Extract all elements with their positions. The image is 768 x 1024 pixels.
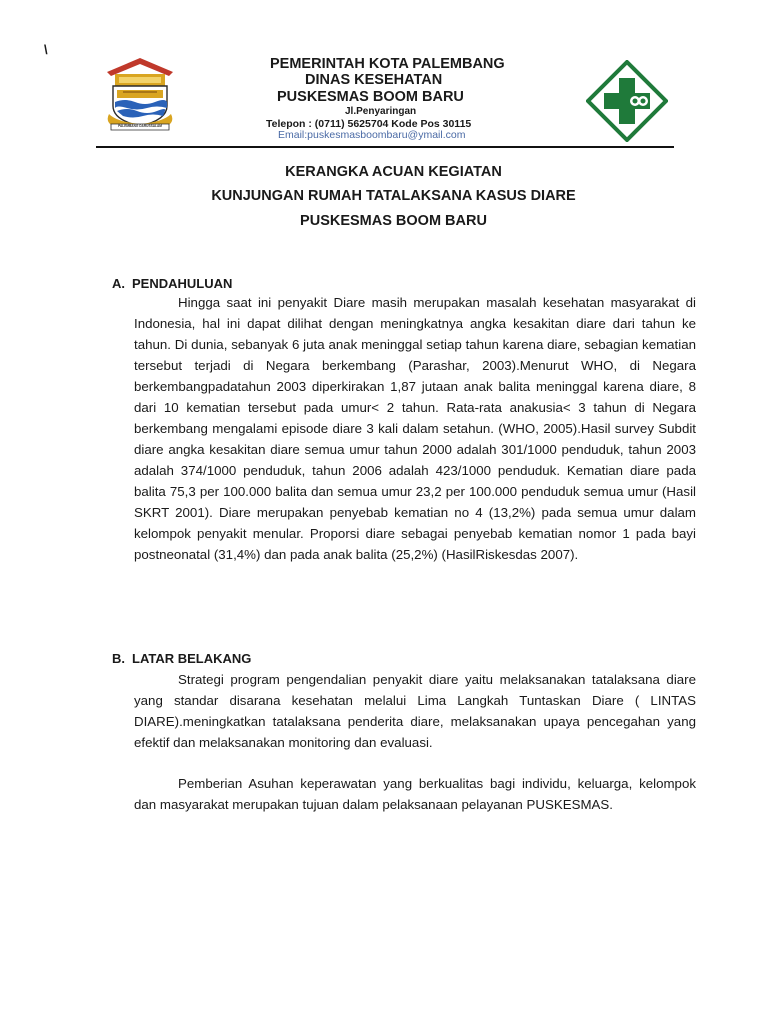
section-a-heading — [112, 276, 232, 291]
header-divider — [96, 146, 674, 148]
corner-mark: \ — [44, 42, 48, 57]
section-b-heading — [112, 651, 251, 666]
section-b-paragraph-1: Strategi program pengendalian penyakit diare yaitu melaksanakan tatalaksana diare yang standar disarana kesehatan melalui Lima Langkah Tuntaskan Diare ( LINTAS DIARE).meningkatkan tatalaksana penderita diare, melaksanakan upaya pencegahan yang efektif dan melaksanakan monitoring dan evaluasi. — [134, 672, 696, 750]
section-title: LATAR BELAKANG — [132, 651, 252, 666]
header-phone: Telepon : (0711) 5625704 Kode Pos 30115 — [266, 118, 472, 130]
header-puskesmas: PUSKESMAS BOOM BARU — [277, 89, 464, 105]
palembang-emblem-icon — [103, 56, 177, 132]
section-a-paragraph: Hingga saat ini penyakit Diare masih merupakan masalah kesehatan masyarakat di Indonesia, hal ini dapat dilihat dengan meningkatnya angka kesakitan diare dari tahun ke tahun. Di dunia, sebanyak 6 juta anak meninggal setiap tahun karena diare, sebagian kematian tersebut terjadi di Negara berkembang (Parashar, 2003).Menurut WHO, di Negara berkembangpadatahun 2003 diperkirakan 1,87 jutaan anak balita meninggal karena diare, 8 dari 10 kematian tersebut pada umur< 2 tahun. Rata-rata anakusia< 3 tahun di Negara berkembang mengalami episode diare 3 kali dalam setahun. (WHO, 2005).Hasil survey Subdit diare angka kesakitan diare semua umur tahun 2000 adalah 301/1000 penduduk, tahun 2003 adalah 374/1000 penduduk, tahun 2006 adalah 423/1000 penduduk. Kematian diare pada balita 75,3 per 100.000 balita dan semua umur 23,2 per 100.000 penduduk semua umur (Hasil SKRT 2001). Diare merupakan penyebab kematian no 4 (13,2%) pada semua umur dalam kelompok penyakit menular. Proporsi diare sebagai penyebab kematian nomor 1 pada bayi postneonatal (31,4%) dan pada anak balita (25,2%) (HasilRiskesdas 2007). — [134, 295, 696, 562]
section-b-paragraph-2: Pemberian Asuhan keperawatan yang berkualitas bagi individu, keluarga, kelompok dan masyarakat merupakan tujuan dalam pelaksanaan pelayanan PUSKESMAS. — [134, 776, 696, 812]
header-address: Jl.Penyaringan — [345, 106, 417, 117]
puskesmas-logo-icon — [586, 60, 668, 142]
header-email: Email:puskesmasboombaru@ymail.com — [278, 129, 466, 141]
header-government: PEMERINTAH KOTA PALEMBANG — [270, 56, 505, 72]
section-letter: B. — [112, 651, 125, 666]
doc-title: KERANGKA ACUAN KEGIATAN — [285, 164, 502, 180]
section-title: PENDAHULUAN — [132, 276, 233, 291]
emblem-caption: PALEMBANG DARUSSALAM — [118, 124, 162, 128]
header-department: DINAS KESEHATAN — [305, 72, 443, 88]
section-letter: A. — [112, 276, 125, 291]
doc-institution: PUSKESMAS BOOM BARU — [300, 213, 487, 229]
doc-subtitle: KUNJUNGAN RUMAH TATALAKSANA KASUS DIARE — [211, 188, 576, 204]
